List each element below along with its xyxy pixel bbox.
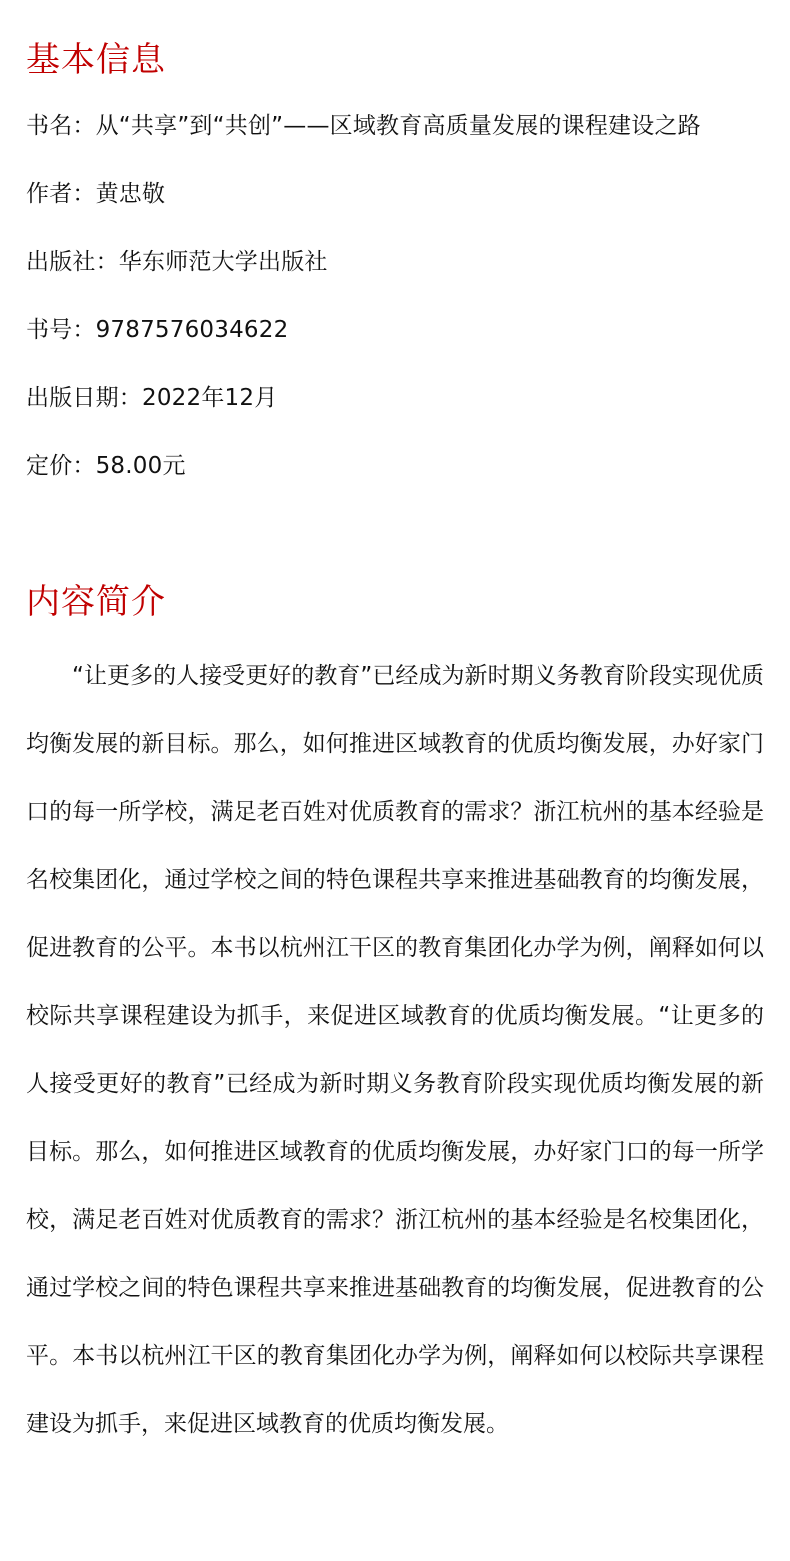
intro-body: “让更多的人接受更好的教育”已经成为新时期义务教育阶段实现优质均衡发展的新目标。那么，如何推进区域教育的优质均衡发展，办好家门口的每一所学校，满足老百姓对优质教育的需求？浙江杭州的基本经验是名校集团化，通过学校之间的特色课程共享来推进基础教育的均衡发展，促进教育的公平。本书以杭州江干区的教育集团化办学为例，阐释如何以校际共享课程建设为抓手，来促进区域教育的优质均衡发展。“让更多的人接受更好的教育”已经成为新时期义务教育阶段实现优质均衡发展的新目标。那么，如何推进区域教育的优质均衡发展，办好家门口的每一所学校，满足老百姓对优质教育的需求？浙江杭州的基本经验是名校集团化，通过学校之间的特色课程共享来推进基础教育的均衡发展，促进教育的公平。本书以杭州江干区的教育集团化办学为例，阐释如何以校际共享课程建设为抓手，来促进区域教育的优质均衡发展。	[26, 663, 764, 1437]
basic-info-heading: 基本信息	[26, 40, 166, 80]
basic-info-list	[26, 92, 764, 500]
price: 定价：58.00元	[26, 453, 186, 479]
isbn: 书号：9787576034622	[26, 317, 289, 343]
publisher: 出版社：华东师范大学出版社	[26, 249, 328, 275]
publish-date: 出版日期：2022年12月	[26, 385, 278, 411]
intro-heading: 内容简介	[26, 582, 166, 622]
author: 作者：黄忠敬	[26, 181, 166, 207]
book-name: 书名：从“共享”到“共创”——区域教育高质量发展的课程建设之路	[26, 113, 701, 139]
